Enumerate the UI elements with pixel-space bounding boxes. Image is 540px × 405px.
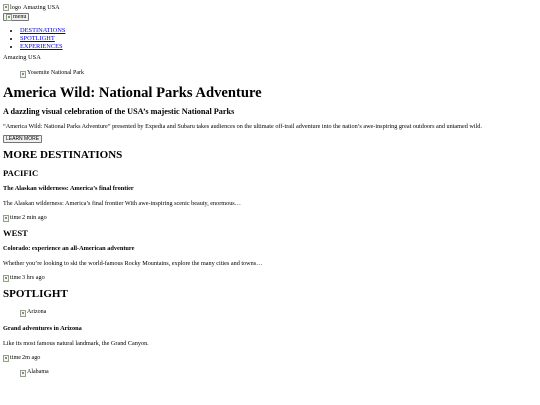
- article-excerpt-alaska: The Alaskan wilderness: America’s final frontier With awe-inspiring scenic beauty, enormous…: [3, 200, 241, 208]
- header-brand: Amazing USA: [23, 3, 60, 11]
- article-title-alaska[interactable]: The Alaskan wilderness: America’s final frontier: [3, 185, 134, 193]
- brand-line: Amazing USA: [3, 54, 41, 62]
- hero-subtitle: A dazzling visual celebration of the USA’s majestic National Parks: [3, 107, 235, 117]
- main-nav: [3, 27, 537, 50]
- timestamp: 2 min ago: [22, 214, 47, 222]
- nav-link-destinations[interactable]: DESTINATIONS: [20, 27, 66, 35]
- hero-image-alt: Yosemite National Park: [27, 70, 85, 77]
- region-heading-west: WEST: [3, 228, 28, 239]
- broken-image-icon: [20, 310, 26, 317]
- spotlight-image-alabama: [20, 369, 537, 378]
- menu-button[interactable]: [3, 13, 29, 21]
- timestamp: 3 hrs ago: [22, 274, 45, 282]
- time-icon-alt: time: [10, 354, 21, 362]
- spotlight-image-arizona: [20, 309, 537, 318]
- nav-item-spotlight: [20, 35, 537, 43]
- logo-alt-text: logo: [10, 3, 22, 11]
- broken-image-icon: [6, 14, 12, 21]
- spotlight-image-alt: Arizona: [27, 309, 47, 316]
- time-icon: [3, 215, 9, 222]
- spotlight-image-alt: Alabama: [27, 369, 49, 376]
- broken-image-icon: [3, 4, 9, 11]
- hero-description: “America Wild: National Parks Adventure” presented by Expedia and Subaru takes audiences on the ultimate off-trail adventure into the nation’s awe-inspiring great outdoors and untamed wild.: [3, 123, 482, 131]
- spotlight-excerpt-arizona: Like its most famous natural landmark, the Grand Canyon.: [3, 340, 149, 348]
- logo[interactable]: [3, 4, 21, 12]
- spotlight-heading: SPOTLIGHT: [3, 288, 68, 301]
- region-heading-pacific: PACIFIC: [3, 168, 39, 179]
- nav-item-experiences: [20, 43, 537, 51]
- timestamp: 2m ago: [22, 354, 41, 362]
- article-time-alaska: [3, 214, 537, 222]
- spotlight-title-arizona[interactable]: Grand adventures in Arizona: [3, 325, 82, 333]
- menu-button-label: menu: [13, 14, 27, 20]
- article-title-colorado[interactable]: Colorado: experience an all-American adventure: [3, 245, 135, 253]
- spotlight-time-arizona: [3, 354, 537, 362]
- time-icon-alt: time: [10, 214, 21, 222]
- nav-link-experiences[interactable]: EXPERIENCES: [20, 42, 63, 50]
- learn-more-button[interactable]: LEARN MORE: [3, 135, 42, 143]
- nav-item-destinations: [20, 27, 537, 35]
- hero-title: America Wild: National Parks Adventure: [3, 85, 262, 102]
- article-excerpt-colorado: Whether you’re looking to ski the world-famous Rocky Mountains, explore the many cities and towns…: [3, 260, 263, 268]
- broken-image-icon: [20, 71, 26, 78]
- broken-image-icon: [20, 370, 26, 377]
- time-icon: [3, 275, 9, 282]
- article-time-colorado: [3, 274, 537, 282]
- time-icon-alt: time: [10, 274, 21, 282]
- nav-link-spotlight[interactable]: SPOTLIGHT: [20, 34, 55, 42]
- header: [3, 3, 537, 12]
- hero-image: [20, 70, 537, 80]
- time-icon: [3, 355, 9, 362]
- more-destinations-heading: MORE DESTINATIONS: [3, 149, 123, 162]
